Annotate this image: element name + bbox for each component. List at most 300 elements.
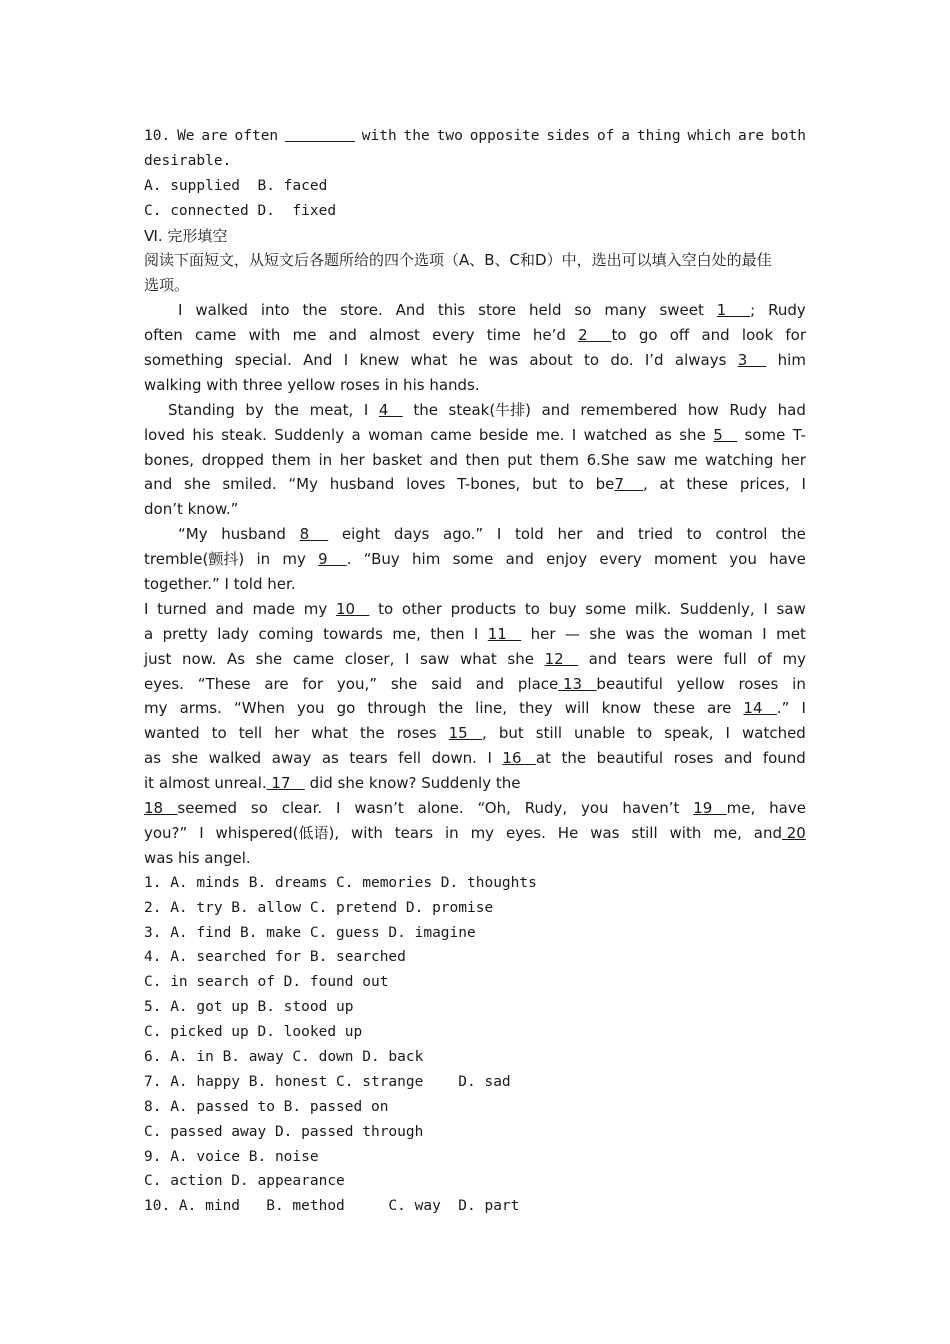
passage-word: me, [713, 823, 742, 842]
passage-word: tears [627, 649, 666, 668]
paragraph-4-line-11: was his angel. [144, 848, 251, 867]
passage-word: wanted [144, 724, 200, 743]
passage-word: now. [182, 649, 217, 668]
passage-word: watched [583, 425, 648, 444]
passage-word: she [507, 649, 534, 668]
passage-word: and [429, 450, 458, 469]
passage-word: eyes. [144, 674, 184, 693]
passage-word: at [659, 475, 675, 494]
blank-word: 15 , [448, 724, 487, 743]
blank-word: 16 at [502, 749, 551, 768]
cloze-blank[interactable]: 8 [299, 525, 329, 544]
option-line-6: 5. A. got up B. stood up [144, 999, 354, 1016]
paragraph-2-line-3 [144, 448, 806, 473]
cloze-blank[interactable]: 14 [743, 699, 777, 718]
passage-word: came [430, 425, 472, 444]
passage-word: she [589, 624, 616, 643]
paragraph-4-line-10 [144, 821, 806, 846]
blank-word [713, 423, 737, 448]
passage-word: put [507, 450, 533, 469]
passage-word: I [199, 823, 204, 842]
passage-word: met [776, 624, 806, 643]
passage-word: just [144, 649, 172, 668]
paragraph-2-line-5: don’t know.” [144, 500, 239, 519]
passage-word: will [564, 699, 590, 718]
blank-word: 1 ; [716, 301, 756, 320]
passage-word: I [571, 425, 577, 444]
passage-word: to [524, 599, 540, 618]
passage-word: He [557, 823, 579, 842]
passage-word: my [303, 599, 328, 618]
cloze-blank[interactable]: 18 [144, 799, 178, 818]
passage-word: tears [394, 823, 434, 842]
passage-word: but [498, 724, 524, 743]
passage-word: Suddenly [274, 425, 345, 444]
passage-word: I [487, 749, 492, 768]
passage-word: are [707, 699, 732, 718]
blank-word: 19 me, [693, 799, 756, 818]
passage-word: she [390, 674, 418, 693]
passage-word: tell [238, 724, 263, 743]
blank-word [379, 398, 403, 423]
passage-word: and [475, 674, 505, 693]
passage-word: walked [208, 749, 262, 768]
passage-word: came [292, 649, 335, 668]
passage-word: of [757, 649, 772, 668]
passage-word: pretty [162, 624, 208, 643]
passage-word: with [351, 823, 383, 842]
passage-word: in [318, 450, 333, 469]
paragraph-1-line-2 [144, 323, 806, 348]
cloze-blank[interactable]: 15 [448, 724, 483, 743]
passage-word: go [638, 326, 658, 345]
option-line-13: C. action D. appearance [144, 1173, 345, 1190]
passage-word: to [378, 599, 394, 618]
option-line-5: C. in search of D. found out [144, 974, 389, 991]
passage-word: still [631, 823, 658, 842]
paragraph-2-line-4 [144, 472, 806, 497]
passage-word: and [541, 400, 570, 419]
option-line-4: 4. A. searched for B. searched [144, 949, 406, 966]
passage-word: full [723, 649, 747, 668]
passage-word: steak. [221, 425, 267, 444]
passage-word: T- [792, 425, 806, 444]
passage-word: have [769, 799, 806, 818]
passage-word: the [664, 624, 689, 643]
answer-blank[interactable] [285, 124, 355, 149]
question-stem-line-2: desirable. [144, 152, 232, 169]
passage-word: husband [221, 525, 286, 544]
passage-word: know [601, 699, 642, 718]
passage-word: prices, [739, 475, 790, 494]
stem-word: are [201, 128, 228, 144]
passage-word: eyes. [505, 823, 546, 842]
passage-word: “My [178, 525, 208, 544]
passage-word: to [583, 351, 600, 370]
stem-word: 10. [144, 128, 171, 144]
passage-word: tears [349, 749, 388, 768]
passage-word: enjoy [546, 550, 588, 569]
option-line-12: 9. A. voice B. noise [144, 1148, 319, 1165]
passage-word: basket [372, 450, 423, 469]
passage-word: and [596, 525, 625, 544]
passage-word: to [637, 724, 653, 743]
passage-word: came [195, 326, 237, 345]
cloze-blank[interactable]: 16 [502, 749, 536, 768]
paragraph-2-line-1 [144, 398, 806, 423]
stem-word: opposite [469, 128, 540, 144]
paragraph-2-line-2 [144, 423, 806, 448]
stem-word: with [361, 128, 397, 144]
passage-word: my [282, 550, 306, 569]
passage-word: the [561, 749, 587, 768]
passage-word: to [686, 525, 702, 544]
passage-word: you [581, 799, 609, 818]
stem-word: both [771, 128, 806, 144]
passage-word: some [585, 599, 627, 618]
passage-word: so [250, 799, 268, 818]
passage-word: these [686, 475, 729, 494]
passage-word: off [669, 326, 690, 345]
passage-word: the [413, 400, 438, 419]
passage-word: buy [548, 599, 577, 618]
paragraph-4-line-6 [144, 721, 806, 746]
passage-word: my [144, 699, 168, 718]
passage-word: him [777, 351, 806, 370]
passage-word: down. [431, 749, 477, 768]
instruction-line-2: 选项。 [144, 276, 190, 295]
passage-word: coming [258, 624, 314, 643]
passage-word: beside [478, 425, 529, 444]
option-line-2: 2. A. try B. allow C. pretend D. promise [144, 899, 494, 916]
passage-word: woman [368, 425, 423, 444]
passage-word: T-bones, [457, 475, 521, 494]
passage-word: often [144, 326, 183, 345]
option-line-1: 1. A. minds B. dreams C. memories D. thoughts [144, 874, 537, 891]
blank-word: 2 to [578, 326, 627, 345]
stem-word: which [687, 128, 732, 144]
passage-word: Rudy [729, 400, 768, 419]
passage-word: him [412, 550, 441, 569]
stem-word: the [403, 128, 430, 144]
section-heading: Ⅵ. 完形填空 [144, 226, 228, 245]
passage-word: are [264, 674, 289, 693]
passage-word: Rudy, [524, 799, 568, 818]
passage-word: for [302, 674, 324, 693]
passage-word: me, [392, 624, 421, 643]
passage-word: held [529, 301, 562, 320]
passage-word: roses [673, 749, 714, 768]
cloze-blank[interactable]: 11 [487, 624, 522, 643]
passage-word: you [729, 550, 757, 569]
passage-word: was [488, 351, 519, 370]
passage-word: watching [705, 450, 774, 469]
stem-word: of [596, 128, 615, 144]
passage-word: I [762, 624, 767, 643]
passage-word: other [401, 599, 442, 618]
passage-word: told [515, 525, 544, 544]
blank-word [738, 348, 767, 373]
passage-word: moment [654, 550, 718, 569]
blank-word [545, 647, 578, 672]
passage-word: through [367, 699, 427, 718]
passage-word: with [248, 326, 281, 345]
passage-word: husband [329, 475, 395, 494]
passage-word: arms. [179, 699, 222, 718]
passage-word: a [144, 624, 154, 643]
passage-word: the [781, 525, 806, 544]
passage-word: to [211, 724, 227, 743]
blank-word: 14 .” [743, 699, 790, 718]
option-line-3: 3. A. find B. make C. guess D. imagine [144, 924, 476, 941]
passage-word: these [653, 699, 695, 718]
passage-word: had [777, 400, 806, 419]
cloze-blank[interactable]: 2 [578, 326, 612, 345]
passage-word: my [470, 823, 495, 842]
paragraph-4-line-4 [144, 672, 806, 697]
passage-word: me [673, 450, 698, 469]
passage-word: always [674, 351, 727, 370]
passage-word: look [741, 326, 774, 345]
passage-word: roses [396, 724, 437, 743]
passage-word: her [557, 525, 583, 544]
cloze-passage [144, 298, 806, 870]
passage-word: every [599, 550, 642, 569]
passage-word: something [144, 351, 224, 370]
worksheet-page [144, 124, 806, 1219]
blank-word: 18 seemed [144, 799, 238, 818]
passage-word: towards [323, 624, 383, 643]
passage-word: days [393, 525, 430, 544]
option-line-10: 8. A. passed to B. passed on [144, 1098, 389, 1115]
passage-word: ago.” [443, 525, 484, 544]
passage-word: but [532, 475, 558, 494]
passage-word: knew [359, 351, 400, 370]
passage-word: alone. [417, 799, 464, 818]
passage-word: what [459, 649, 497, 668]
passage-word: he [458, 351, 478, 370]
passage-word: 6.She [586, 450, 630, 469]
passage-word: steak(牛排) [448, 400, 532, 419]
passage-word: she [184, 475, 211, 494]
passage-word: I [144, 599, 149, 618]
passage-word: she [171, 749, 199, 768]
blank-word: and 20 [753, 823, 806, 842]
stem-word: often [234, 128, 279, 144]
passage-word: tremble(颤抖) [144, 550, 245, 569]
passage-word: special. [234, 351, 292, 370]
passage-word: them [539, 450, 579, 469]
cloze-blank[interactable]: 20 [782, 823, 806, 842]
passage-word: was [590, 823, 620, 842]
question-stem-line-1 [144, 124, 806, 149]
passage-word: I [363, 400, 369, 419]
passage-word: her [781, 450, 806, 469]
option-line-11: C. passed away D. passed through [144, 1123, 424, 1140]
passage-word: I [763, 599, 768, 618]
passage-word: speak, [664, 724, 714, 743]
passage-word: smiled. [222, 475, 277, 494]
passage-word: products [450, 599, 517, 618]
passage-word: loves [406, 475, 446, 494]
passage-word: Rudy [768, 301, 806, 320]
passage-word: a [351, 425, 361, 444]
option-line-9: 7. A. happy B. honest C. strange D. sad [144, 1073, 511, 1090]
blank-word [488, 622, 521, 647]
passage-word: her [274, 724, 300, 743]
cloze-blank[interactable]: 13 [558, 674, 597, 693]
passage-word: walked [195, 301, 248, 320]
passage-word: remembered [580, 400, 678, 419]
passage-word: and [144, 475, 173, 494]
passage-word: I [496, 525, 502, 544]
passage-word: as [144, 749, 162, 768]
passage-word: “Buy [363, 550, 400, 569]
passage-word: were [676, 649, 713, 668]
passage-word: sweet [659, 301, 704, 320]
passage-word: made [252, 599, 295, 618]
passage-word: saw [776, 599, 806, 618]
cloze-blank[interactable]: 4 [378, 400, 403, 419]
paragraph-4-line-3 [144, 647, 806, 672]
passage-word: unable [574, 724, 626, 743]
paragraph-4-line-7 [144, 746, 806, 771]
cloze-blank[interactable]: 1 [716, 301, 751, 320]
passage-word: in [256, 550, 271, 569]
passage-word: haven’t [622, 799, 680, 818]
passage-word: still [535, 724, 562, 743]
paragraph-4-line-1 [144, 597, 806, 622]
passage-word: beautiful [596, 749, 664, 768]
passage-word: clear. [281, 799, 323, 818]
passage-word: then [430, 624, 465, 643]
cloze-blank[interactable]: 7 [614, 475, 643, 494]
passage-word: and [701, 326, 730, 345]
passage-word: closer, [344, 649, 395, 668]
passage-word: with [669, 823, 702, 842]
passage-word: some [452, 550, 494, 569]
passage-word: how [687, 400, 719, 419]
stem-word: are [737, 128, 765, 144]
passage-word: tried [638, 525, 674, 544]
passage-word: me. [535, 425, 565, 444]
paragraph-3-line-1 [144, 522, 806, 547]
vocab-question-10 [144, 124, 806, 224]
passage-word: turned [157, 599, 207, 618]
passage-word: so [574, 301, 592, 320]
passage-word: dropped [201, 450, 264, 469]
passage-word: meat, [309, 400, 354, 419]
passage-word: as [654, 425, 672, 444]
passage-word: lady [217, 624, 250, 643]
passage-word: Standing [168, 400, 235, 419]
passage-word: to [568, 475, 584, 494]
passage-word: was [625, 624, 655, 643]
passage-word: I’d [644, 351, 664, 370]
passage-word: into [260, 301, 290, 320]
passage-word: And [395, 301, 425, 320]
passage-word: about [529, 351, 573, 370]
cloze-blank[interactable]: 5 [713, 425, 738, 444]
paragraph-3-line-3: together.” I told her. [144, 575, 296, 594]
blank-word: be7 , [595, 475, 648, 494]
passage-word: wasn’t [354, 799, 404, 818]
stem-word: We [177, 128, 195, 144]
passage-word: go [336, 699, 356, 718]
passage-word: bones, [144, 450, 195, 469]
passage-word: the [274, 400, 300, 419]
passage-word: away [271, 749, 312, 768]
passage-word: I [343, 351, 349, 370]
cloze-blank[interactable]: 17 [266, 774, 305, 793]
stem-word: two [436, 128, 463, 144]
passage-word: you,” [336, 674, 378, 693]
paragraph-1-line-4: walking with three yellow roses in his hands. [144, 375, 480, 394]
passage-word: control [715, 525, 768, 544]
passage-word: “Oh, [477, 799, 511, 818]
passage-word: I [404, 649, 410, 668]
passage-word: have [769, 550, 806, 569]
cloze-blank[interactable]: 12 [544, 649, 579, 668]
blank-word [300, 522, 329, 547]
question-options-line-1: A. supplied B. faced [144, 177, 328, 194]
passage-word: time [486, 326, 521, 345]
passage-word: saw [636, 450, 667, 469]
passage-word: then [465, 450, 500, 469]
option-line-14: 10. A. mind B. method C. way D. part [144, 1198, 520, 1215]
stem-word: a [621, 128, 631, 144]
passage-word: do. [610, 351, 634, 370]
cloze-blank[interactable]: 9 [318, 550, 347, 569]
passage-word: I [178, 301, 183, 320]
cloze-blank[interactable]: 3 [737, 351, 767, 370]
passage-word: every [432, 326, 475, 345]
stem-word: thing [636, 128, 681, 144]
cloze-blank[interactable]: 10 [335, 599, 370, 618]
paragraph-4-line-2 [144, 622, 806, 647]
paragraph-1-line-3 [144, 348, 806, 373]
passage-word: And [303, 351, 333, 370]
question-options-line-2: C. connected D. fixed [144, 202, 337, 219]
passage-word: store. [340, 301, 383, 320]
passage-word: line, [475, 699, 507, 718]
instruction-line-1: 阅读下面短文，从短文后各题所给的四个选项（A、B、C和D）中，选出可以填入空白处的最佳 [144, 251, 772, 270]
passage-word: in [444, 823, 459, 842]
passage-word: she [255, 649, 283, 668]
passage-word: the [360, 724, 385, 743]
passage-word: his [192, 425, 214, 444]
answer-options [144, 871, 806, 1219]
passage-word: “When [233, 699, 285, 718]
cloze-blank[interactable]: 19 [693, 799, 727, 818]
passage-word: and [724, 749, 753, 768]
passage-word: I [473, 624, 479, 643]
blank-word: place 13 beautiful [517, 674, 663, 693]
passage-word: I [336, 799, 341, 818]
passage-word: what [410, 351, 448, 370]
option-line-7: C. picked up D. looked up [144, 1024, 363, 1041]
option-line-8: 6. A. in B. away C. down D. back [144, 1048, 424, 1065]
passage-word: them [271, 450, 311, 469]
paragraph-4-line-8: it almost unreal. 17 did she know? Suddenly the [144, 774, 521, 793]
passage-word: this [437, 301, 466, 320]
passage-word: the [438, 699, 464, 718]
passage-word: and [215, 599, 244, 618]
blank-word: 9 . [318, 550, 352, 569]
passage-word: her [339, 450, 365, 469]
passage-word: eight [341, 525, 381, 544]
passage-word: my [782, 649, 806, 668]
